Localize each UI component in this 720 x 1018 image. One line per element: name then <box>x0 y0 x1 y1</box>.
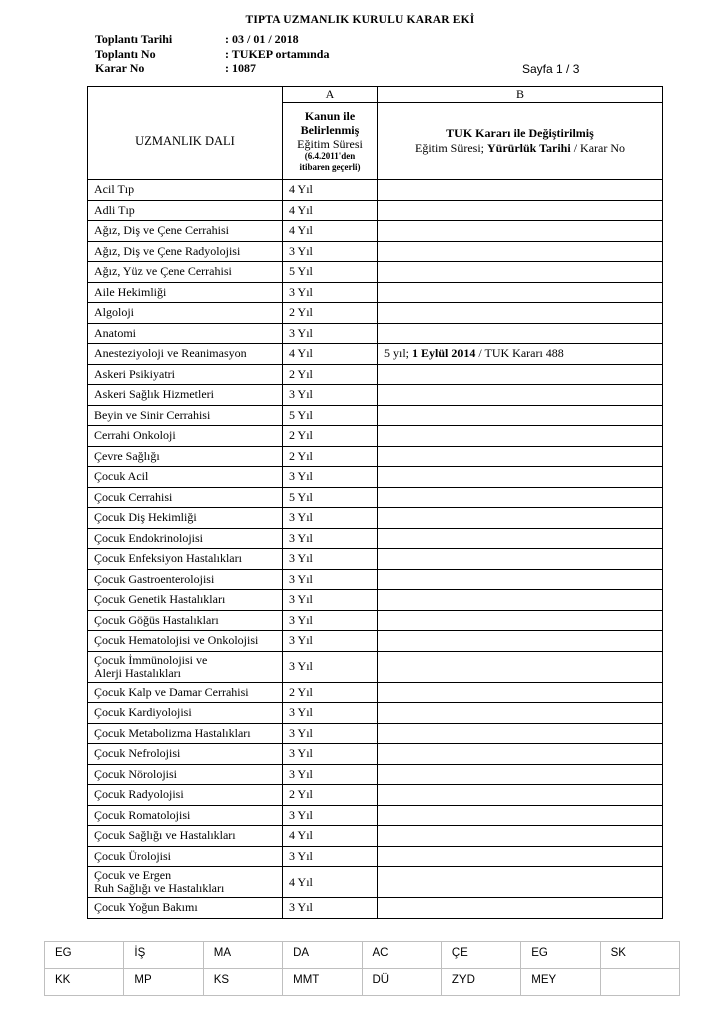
training-duration: 4 Yıl <box>283 221 378 242</box>
training-duration: 3 Yıl <box>283 528 378 549</box>
decision-no-row <box>95 61 329 76</box>
table-row <box>88 180 663 201</box>
col-a-line4: (6.4.2011'den <box>304 151 356 161</box>
specialty-name: Aile Hekimliği <box>88 282 283 303</box>
training-duration: 5 Yıl <box>283 262 378 283</box>
training-duration: 3 Yıl <box>283 569 378 590</box>
table-row <box>88 590 663 611</box>
specialty-name: Algoloji <box>88 303 283 324</box>
column-b-header <box>378 103 663 180</box>
specialty-name <box>88 867 283 898</box>
table-row <box>88 241 663 262</box>
changed-duration <box>378 610 663 631</box>
changed-duration <box>378 898 663 919</box>
initials-cell: MA <box>203 942 282 969</box>
specialty-name: Çocuk Endokrinolojisi <box>88 528 283 549</box>
changed-duration <box>378 262 663 283</box>
col-a-line2: Belirlenmiş <box>300 123 360 137</box>
initials-cell <box>600 969 679 996</box>
training-duration: 3 Yıl <box>283 744 378 765</box>
table-row <box>88 610 663 631</box>
specialty-column-header: UZMANLIK DALI <box>88 87 283 180</box>
changed-duration <box>378 364 663 385</box>
table-row <box>88 364 663 385</box>
column-b-letter: B <box>378 87 663 103</box>
changed-duration <box>378 282 663 303</box>
specialty-name: Beyin ve Sinir Cerrahisi <box>88 405 283 426</box>
specialty-name: Ağız, Yüz ve Çene Cerrahisi <box>88 262 283 283</box>
specialty-name: Çocuk Acil <box>88 467 283 488</box>
training-duration: 4 Yıl <box>283 867 378 898</box>
changed-duration <box>378 723 663 744</box>
table-row <box>88 221 663 242</box>
changed-duration <box>378 569 663 590</box>
specialty-name: Çocuk Cerrahisi <box>88 487 283 508</box>
specialty-name-line1: Çocuk İmmünolojisi ve <box>94 652 208 667</box>
training-duration: 3 Yıl <box>283 651 378 682</box>
meeting-no-value: : TUKEP ortamında <box>225 46 330 61</box>
col-b-line2a: Eğitim Süresi; <box>414 141 487 155</box>
changed-duration <box>378 631 663 652</box>
training-duration: 3 Yıl <box>283 610 378 631</box>
initials-cell: EG <box>45 942 124 969</box>
training-duration: 3 Yıl <box>283 590 378 611</box>
specialty-name: Çocuk Gastroenterolojisi <box>88 569 283 590</box>
table-row <box>88 569 663 590</box>
initials-cell: ÇE <box>441 942 520 969</box>
specialty-name: Ağız, Diş ve Çene Cerrahisi <box>88 221 283 242</box>
training-duration: 2 Yıl <box>283 682 378 703</box>
changed-duration <box>378 549 663 570</box>
column-a-header <box>283 103 378 180</box>
initials-cell: AC <box>362 942 441 969</box>
initials-table <box>44 941 680 996</box>
training-duration: 3 Yıl <box>283 846 378 867</box>
changed-duration <box>378 744 663 765</box>
initials-cell: EG <box>521 942 600 969</box>
changed-duration <box>378 221 663 242</box>
table-row <box>88 846 663 867</box>
column-letter-row <box>88 87 663 103</box>
col-a-line1: Kanun ile <box>304 109 356 123</box>
table-row <box>88 682 663 703</box>
initials-cell: SK <box>600 942 679 969</box>
training-duration: 4 Yıl <box>283 200 378 221</box>
specialty-name: Çocuk Genetik Hastalıkları <box>88 590 283 611</box>
training-duration: 5 Yıl <box>283 487 378 508</box>
changed-duration <box>378 826 663 847</box>
training-duration: 3 Yıl <box>283 467 378 488</box>
col-a-line3: Eğitim Süresi <box>297 137 363 151</box>
table-row <box>88 262 663 283</box>
specialty-name: Adli Tıp <box>88 200 283 221</box>
changed-duration <box>378 867 663 898</box>
changed-duration-part: / TUK Kararı 488 <box>475 346 564 361</box>
training-duration: 3 Yıl <box>283 323 378 344</box>
specialty-table <box>87 86 663 919</box>
table-row <box>88 723 663 744</box>
training-duration: 3 Yıl <box>283 549 378 570</box>
initials-cell: DA <box>283 942 362 969</box>
col-a-line5: itibaren geçerli) <box>299 162 361 172</box>
changed-duration <box>378 785 663 806</box>
specialty-name: Ağız, Diş ve Çene Radyolojisi <box>88 241 283 262</box>
specialty-name: Çocuk Enfeksiyon Hastalıkları <box>88 549 283 570</box>
initials-cell: MP <box>124 969 203 996</box>
table-row <box>88 303 663 324</box>
specialty-name: Çocuk Yoğun Bakımı <box>88 898 283 919</box>
initials-row <box>45 942 680 969</box>
changed-duration <box>378 303 663 324</box>
table-row <box>88 651 663 682</box>
changed-duration <box>378 344 663 365</box>
changed-duration-part: 5 yıl; <box>384 346 413 361</box>
changed-duration-part: 1 Eylül 2014 <box>412 346 476 361</box>
training-duration: 4 Yıl <box>283 826 378 847</box>
table-row <box>88 487 663 508</box>
specialty-name-line2: Ruh Sağlığı ve Hastalıkları <box>94 881 225 895</box>
changed-duration <box>378 805 663 826</box>
changed-duration <box>378 323 663 344</box>
table-row <box>88 200 663 221</box>
changed-duration <box>378 528 663 549</box>
changed-duration <box>378 508 663 529</box>
table-row <box>88 323 663 344</box>
specialty-name: Cerrahi Onkoloji <box>88 426 283 447</box>
table-row <box>88 405 663 426</box>
training-duration: 3 Yıl <box>283 703 378 724</box>
table-row <box>88 744 663 765</box>
specialty-name: Acil Tıp <box>88 180 283 201</box>
specialty-name: Çocuk Göğüs Hastalıkları <box>88 610 283 631</box>
table-row <box>88 785 663 806</box>
changed-duration <box>378 405 663 426</box>
table-row <box>88 344 663 365</box>
initials-cell: ZYD <box>441 969 520 996</box>
col-b-line2b: Yürürlük Tarihi <box>486 141 571 155</box>
specialty-name: Çocuk Metabolizma Hastalıkları <box>88 723 283 744</box>
specialty-name: Askeri Sağlık Hizmetleri <box>88 385 283 406</box>
changed-duration <box>378 846 663 867</box>
changed-duration <box>378 764 663 785</box>
specialty-name: Çocuk Kardiyolojisi <box>88 703 283 724</box>
training-duration: 3 Yıl <box>283 631 378 652</box>
specialty-name: Askeri Psikiyatri <box>88 364 283 385</box>
meeting-date-value: : 03 / 01 / 2018 <box>225 32 299 46</box>
table-row <box>88 508 663 529</box>
table-row <box>88 826 663 847</box>
document-title: TIPTA UZMANLIK KURULU KARAR EKİ <box>245 14 475 26</box>
table-row <box>88 467 663 488</box>
changed-duration <box>378 703 663 724</box>
changed-duration <box>378 241 663 262</box>
meeting-date-row <box>95 32 329 47</box>
training-duration: 2 Yıl <box>283 446 378 467</box>
changed-duration <box>378 487 663 508</box>
training-duration: 3 Yıl <box>283 385 378 406</box>
table-row <box>88 426 663 447</box>
initials-cell: İŞ <box>124 942 203 969</box>
training-duration: 2 Yıl <box>283 785 378 806</box>
specialty-name-line2: Alerji Hastalıkları <box>94 665 181 680</box>
col-b-line1: TUK Kararı ile Değiştirilmiş <box>446 126 594 140</box>
training-duration: 2 Yıl <box>283 426 378 447</box>
changed-duration <box>378 651 663 682</box>
decision-no-value: : 1087 <box>225 61 256 75</box>
specialty-name-line1: Çocuk ve Ergen <box>94 868 172 882</box>
table-row <box>88 703 663 724</box>
changed-duration <box>378 467 663 488</box>
training-duration: 3 Yıl <box>283 508 378 529</box>
initials-cell: MEY <box>521 969 600 996</box>
col-b-line2 <box>378 141 662 156</box>
col-b-line2c: / Karar No <box>570 141 625 155</box>
specialty-name: Çocuk Ürolojisi <box>88 846 283 867</box>
changed-duration <box>378 446 663 467</box>
changed-duration <box>378 180 663 201</box>
training-duration: 4 Yıl <box>283 344 378 365</box>
table-row <box>88 385 663 406</box>
table-row <box>88 898 663 919</box>
meeting-no-row <box>95 47 329 62</box>
training-duration: 3 Yıl <box>283 241 378 262</box>
specialty-name: Çocuk Nörolojisi <box>88 764 283 785</box>
changed-duration <box>378 682 663 703</box>
specialty-name: Çocuk Nefrolojisi <box>88 744 283 765</box>
page-number: Sayfa 1 / 3 <box>522 62 580 76</box>
specialty-name: Anesteziyoloji ve Reanimasyon <box>88 344 283 365</box>
training-duration: 2 Yıl <box>283 303 378 324</box>
training-duration: 4 Yıl <box>283 180 378 201</box>
training-duration: 2 Yıl <box>283 364 378 385</box>
column-a-letter: A <box>283 87 378 103</box>
changed-duration <box>378 590 663 611</box>
table-row <box>88 549 663 570</box>
training-duration: 3 Yıl <box>283 723 378 744</box>
specialty-name: Çocuk Hematolojisi ve Onkolojisi <box>88 631 283 652</box>
initials-cell: KS <box>203 969 282 996</box>
specialty-name: Çocuk Romatolojisi <box>88 805 283 826</box>
training-duration: 3 Yıl <box>283 898 378 919</box>
table-row <box>88 764 663 785</box>
initials-cell: DÜ <box>362 969 441 996</box>
table-row <box>88 631 663 652</box>
initials-cell: KK <box>45 969 124 996</box>
changed-duration <box>378 426 663 447</box>
specialty-name: Çocuk Sağlığı ve Hastalıkları <box>88 826 283 847</box>
training-duration: 3 Yıl <box>283 282 378 303</box>
changed-duration <box>378 200 663 221</box>
changed-duration <box>378 385 663 406</box>
meeting-no-label: Toplantı No <box>95 46 156 61</box>
table-row <box>88 282 663 303</box>
training-duration: 5 Yıl <box>283 405 378 426</box>
meeting-info <box>95 32 329 76</box>
training-duration: 3 Yıl <box>283 805 378 826</box>
specialty-name <box>88 651 283 682</box>
specialty-name: Çocuk Diş Hekimliği <box>88 508 283 529</box>
table-row <box>88 446 663 467</box>
training-duration: 3 Yıl <box>283 764 378 785</box>
initials-row <box>45 969 680 996</box>
specialty-name: Çevre Sağlığı <box>88 446 283 467</box>
specialty-name: Çocuk Radyolojisi <box>88 785 283 806</box>
decision-no-label: Karar No <box>95 61 145 75</box>
specialty-name: Anatomi <box>88 323 283 344</box>
initials-cell: MMT <box>283 969 362 996</box>
meeting-date-label: Toplantı Tarihi <box>95 32 173 46</box>
table-row <box>88 528 663 549</box>
specialty-name: Çocuk Kalp ve Damar Cerrahisi <box>88 682 283 703</box>
table-row <box>88 805 663 826</box>
table-row <box>88 867 663 898</box>
